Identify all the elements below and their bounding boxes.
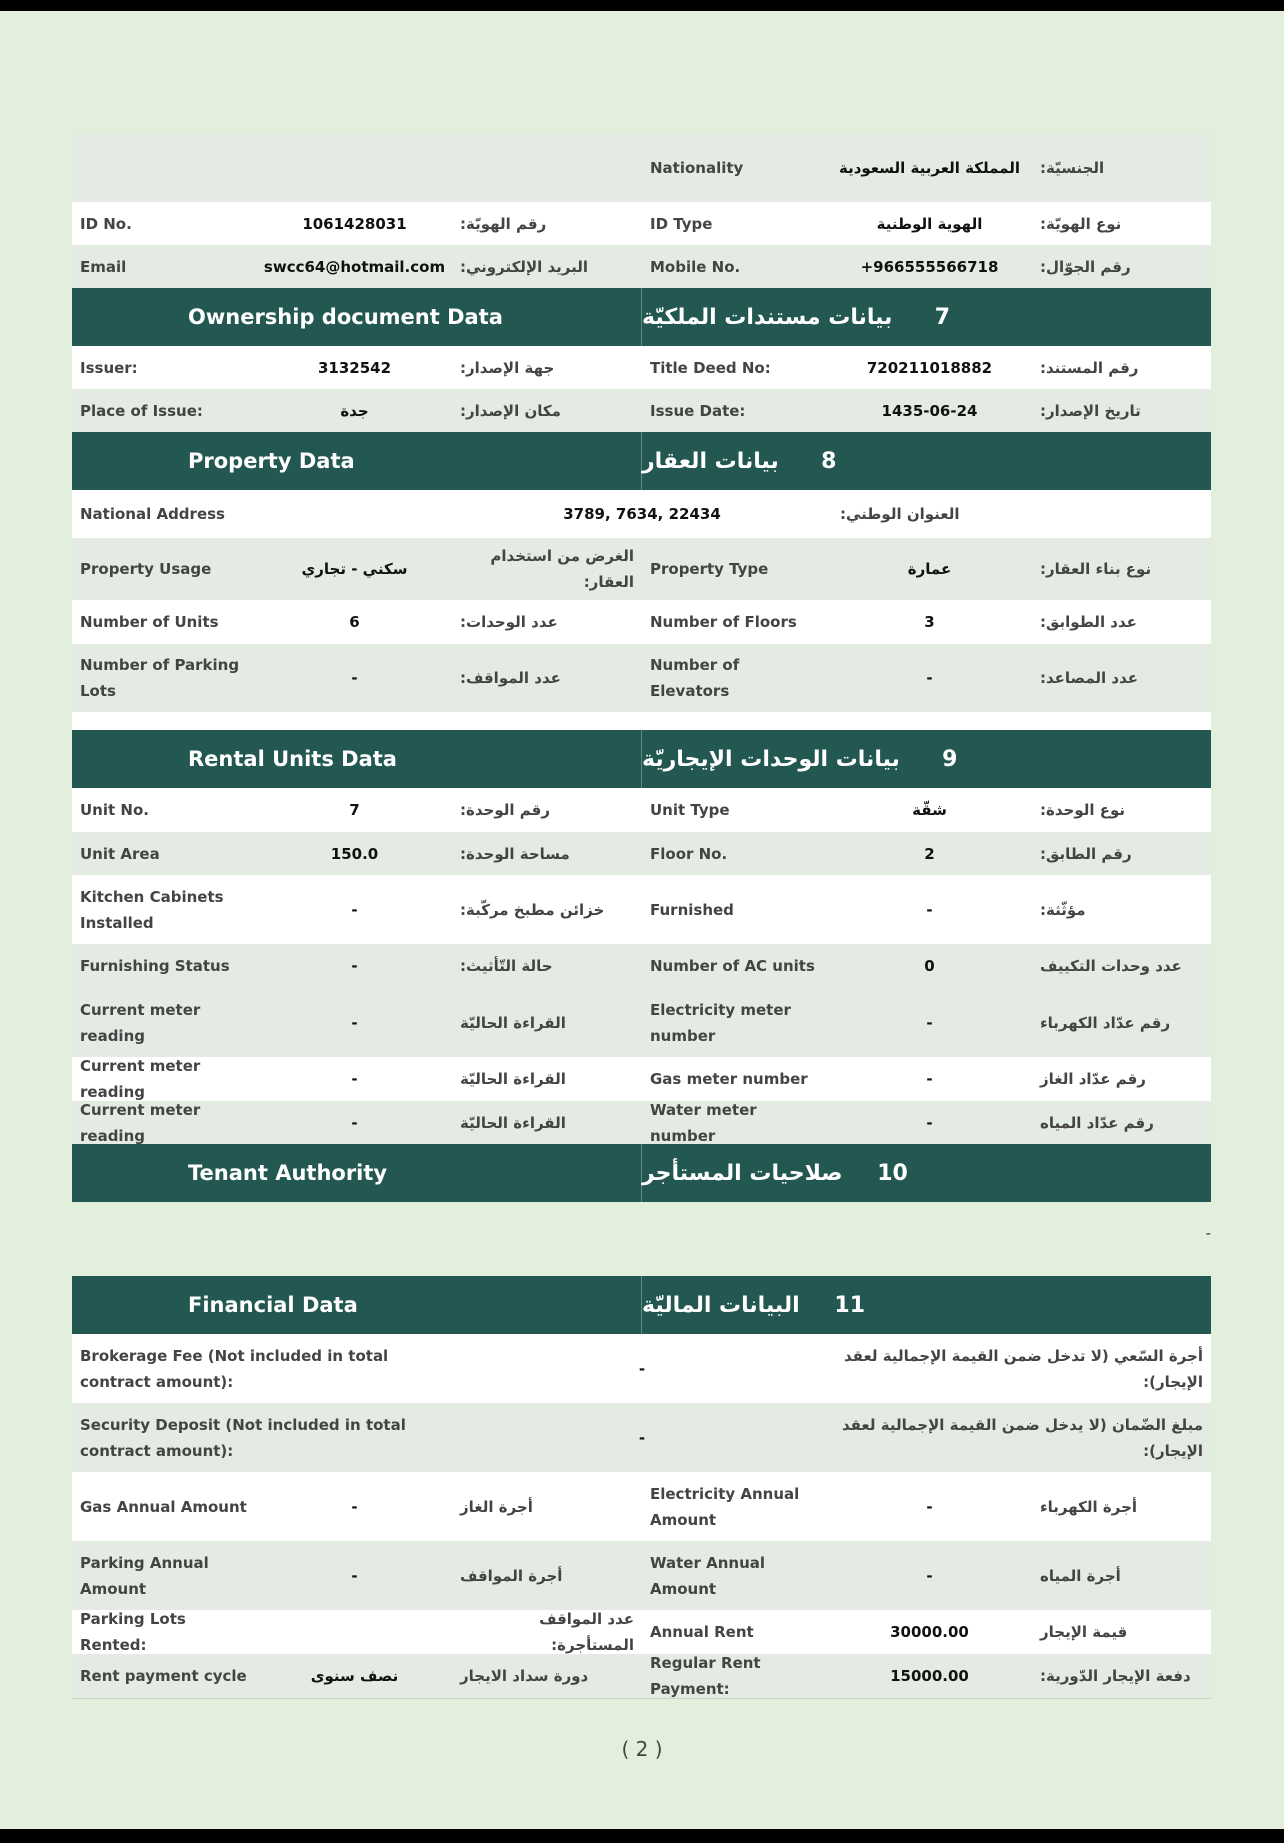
- label-en: Water Annual Amount: [650, 1553, 766, 1598]
- label-en: Property Type: [650, 560, 769, 578]
- label-ar: أجرة السّعي (لا تدخل ضمن القيمة الإجمالية لعقد الإيجار):: [843, 1346, 1203, 1391]
- label-ar: الغرض من استخدام العقار:: [490, 547, 634, 591]
- value: نصف سنوى: [310, 1667, 399, 1685]
- unit-row: [72, 788, 1211, 832]
- label-ar: القراءة الحاليّة: [460, 1113, 566, 1132]
- value: -: [351, 957, 358, 975]
- label-ar: رقم عدّاد الغاز: [1040, 1070, 1146, 1088]
- label-ar: عدد المصاعد:: [1040, 669, 1138, 687]
- label-en: Property Usage: [80, 560, 212, 578]
- label-en: Title Deed No:: [650, 358, 771, 377]
- parking-water-amount-row: [72, 1541, 1211, 1610]
- label-en: Current meter reading: [80, 1100, 201, 1145]
- usage-row: [72, 538, 1211, 600]
- label-en: Issue Date:: [650, 401, 746, 420]
- section-header-ownership: [72, 288, 1211, 346]
- label-en: Mobile No.: [650, 257, 741, 276]
- label-ar: مبلغ الضّمان (لا يدخل ضمن القيمة الإجمالية لعقد الإيجار):: [841, 1415, 1203, 1460]
- value: -: [926, 1566, 933, 1585]
- label-en: Gas Annual Amount: [80, 1497, 247, 1516]
- label-en: Number of Floors: [650, 613, 797, 631]
- label-ar: رقم الجوّال:: [1040, 257, 1131, 276]
- value: -: [926, 1113, 933, 1132]
- label-en: Water meter number: [650, 1100, 757, 1145]
- label-ar: أجرة الكهرباء: [1040, 1497, 1138, 1516]
- value: جدة: [340, 401, 369, 420]
- tenant-authority-value: -: [1205, 1224, 1211, 1242]
- header-en: Tenant Authority: [72, 1144, 642, 1202]
- label-ar: عدد الوحدات:: [460, 613, 558, 631]
- issuer-row: [72, 346, 1211, 389]
- value: 1435-06-24: [881, 401, 978, 420]
- value: -: [926, 669, 933, 687]
- label-en: Brokerage Fee (Not included in total contract amount):: [80, 1346, 389, 1391]
- value: -: [926, 1013, 933, 1032]
- address-row: [72, 490, 1211, 538]
- kitchen-row: [72, 875, 1211, 944]
- label-en: Parking Annual Amount: [80, 1553, 209, 1598]
- section-number: 11: [834, 1292, 866, 1318]
- section-number: 9: [942, 746, 958, 772]
- area-row: [72, 832, 1211, 875]
- value: المملكة العربية السعودية: [838, 159, 1021, 177]
- document-page: [0, 11, 1284, 1829]
- units-row: [72, 600, 1211, 644]
- value: -: [926, 900, 933, 919]
- label-ar: نوع بناء العقار:: [1040, 560, 1152, 578]
- value: -: [926, 1070, 933, 1088]
- label-en: Current meter reading: [80, 1000, 201, 1045]
- value: -: [926, 1497, 933, 1516]
- header-ar: بيانات مستندات الملكيّة: [642, 304, 893, 330]
- label-ar: نوع الهويّة:: [1040, 214, 1122, 233]
- payment-row: [72, 1654, 1211, 1699]
- label-ar: أجرة المواقف: [460, 1566, 563, 1585]
- header-en: Ownership document Data: [72, 288, 642, 346]
- value: 6: [349, 613, 360, 631]
- label-ar: القراءة الحاليّة: [460, 1013, 566, 1032]
- header-ar: البيانات الماليّة: [642, 1292, 800, 1318]
- label-en: Number of Parking Lots: [80, 656, 240, 700]
- label-ar: مساحة الوحدة:: [460, 844, 570, 863]
- label-ar: رقم الوحدة:: [460, 801, 550, 819]
- label-ar: رقم الطابق:: [1040, 844, 1132, 863]
- label-en: Floor No.: [650, 844, 728, 863]
- label-en: Email: [80, 257, 127, 276]
- gas-electricity-amount-row: [72, 1472, 1211, 1541]
- label-en: Unit Area: [80, 844, 160, 863]
- issue-row: [72, 389, 1211, 432]
- water-meter-row: [72, 1101, 1211, 1144]
- tenant-authority-body: [72, 1202, 1211, 1276]
- parking-row: [72, 644, 1211, 712]
- label-ar: دفعة الإيجار الدّورية:: [1040, 1667, 1191, 1685]
- section-number: 8: [821, 448, 837, 474]
- header-en: Rental Units Data: [72, 730, 642, 788]
- furnishing-row: [72, 944, 1211, 988]
- label-en: Place of Issue:: [80, 401, 203, 420]
- header-en: Financial Data: [72, 1276, 642, 1334]
- rent-row: [72, 1610, 1211, 1654]
- section-number: 7: [934, 304, 951, 330]
- value: 15000.00: [890, 1667, 969, 1685]
- label-ar: الجنسيّة:: [1040, 159, 1105, 177]
- label-en: ID Type: [650, 214, 713, 233]
- value: عمارة: [907, 560, 952, 578]
- label-ar: أجرة المياه: [1040, 1566, 1121, 1585]
- value: 720211018882: [866, 358, 993, 377]
- label-ar: مكان الإصدار:: [460, 401, 561, 420]
- id-row: [72, 202, 1211, 245]
- value: 30000.00: [890, 1623, 969, 1641]
- label-en: ID No.: [80, 214, 132, 233]
- label-ar: البريد الإلكتروني:: [460, 257, 588, 276]
- label-en: Annual Rent: [650, 1623, 754, 1641]
- gas-meter-row: [72, 1057, 1211, 1101]
- label-en: Furnishing Status: [80, 957, 230, 975]
- value: الهوية الوطنية: [876, 214, 983, 233]
- label-en: Electricity meter number: [650, 1000, 791, 1045]
- label-en: Nationality: [650, 159, 744, 177]
- label-ar: جهة الإصدار:: [460, 358, 555, 377]
- label-ar: عدد المواقف:: [460, 669, 561, 687]
- value: 7: [349, 801, 360, 819]
- value: -: [351, 1497, 358, 1516]
- value: +966555566718: [860, 257, 999, 276]
- contract-table: [72, 134, 1211, 1699]
- label-ar: خزائن مطبخ مركّبة:: [460, 900, 605, 919]
- label-en: National Address: [80, 505, 225, 523]
- label-en: Issuer:: [80, 358, 138, 377]
- label-ar: نوع الوحدة:: [1040, 801, 1126, 819]
- value: شقّة: [912, 801, 947, 819]
- label-ar: قيمة الإيجار: [1040, 1623, 1128, 1641]
- value: 150.0: [330, 844, 379, 863]
- section-header-rental: [72, 730, 1211, 788]
- value: 1061428031: [302, 214, 407, 233]
- brokerage-row: [72, 1334, 1211, 1403]
- label-ar: عدد وحدات التكييف: [1040, 957, 1182, 975]
- label-en: Unit Type: [650, 801, 730, 819]
- header-ar: بيانات الوحدات الإيجاريّة: [642, 746, 900, 772]
- label-en: Current meter reading: [80, 1057, 201, 1101]
- label-en: Number of Elevators: [650, 656, 740, 700]
- section-header-financial: [72, 1276, 1211, 1334]
- section-number: 10: [877, 1160, 908, 1186]
- deposit-row: [72, 1403, 1211, 1472]
- value: -: [351, 1113, 358, 1132]
- spacer-row: [72, 712, 1211, 730]
- value: 0: [924, 957, 935, 975]
- label-ar: حالة التّأثيث:: [460, 957, 553, 975]
- value: 3789, 7634, 22434: [563, 505, 721, 523]
- header-ar: صلاحيات المستأجر: [642, 1160, 843, 1186]
- label-en: Unit No.: [80, 801, 149, 819]
- label-ar: رقم عدّاد الكهرباء: [1040, 1013, 1171, 1032]
- section-header-tenant: [72, 1144, 1211, 1202]
- label-ar: مؤثّثة:: [1040, 900, 1086, 919]
- label-ar: القراءة الحاليّة: [460, 1070, 566, 1088]
- label-en: Parking Lots Rented:: [80, 1610, 186, 1654]
- label-en: Rent payment cycle: [80, 1667, 247, 1685]
- label-en: Furnished: [650, 900, 734, 919]
- value: swcc64@hotmail.com: [263, 257, 446, 276]
- value: -: [351, 1013, 358, 1032]
- label-ar: رقم الهويّة:: [460, 214, 547, 233]
- label-ar: دورة سداد الايجار: [460, 1667, 589, 1685]
- label-en: Number of AC units: [650, 957, 815, 975]
- label-en: Security Deposit (Not included in total contract amount):: [80, 1415, 406, 1460]
- contact-row: [72, 245, 1211, 288]
- label-en: Number of Units: [80, 613, 219, 631]
- value: سكني - تجاري: [301, 560, 408, 578]
- header-en: Property Data: [72, 432, 642, 490]
- label-en: Regular Rent Payment:: [650, 1654, 761, 1698]
- value: -: [351, 900, 358, 919]
- electricity-meter-row: [72, 988, 1211, 1057]
- label-ar: أجرة الغاز: [460, 1497, 533, 1516]
- label-en: Electricity Annual Amount: [650, 1484, 800, 1529]
- value: -: [638, 1428, 646, 1447]
- label-ar: رقم المستند:: [1040, 358, 1139, 377]
- value: 2: [924, 844, 935, 863]
- value: -: [351, 1070, 358, 1088]
- label-en: Gas meter number: [650, 1070, 808, 1088]
- header-ar: بيانات العقار: [642, 448, 779, 474]
- label-ar: تاريخ الإصدار:: [1040, 401, 1141, 420]
- label-ar: رقم عدّاد المياه: [1040, 1113, 1154, 1132]
- label-en: Kitchen Cabinets Installed: [80, 887, 224, 932]
- value: -: [351, 669, 358, 687]
- value: 3: [924, 613, 935, 631]
- section-header-property: [72, 432, 1211, 490]
- value: 3132542: [317, 358, 392, 377]
- page-number: ( 2 ): [621, 1737, 663, 1761]
- label-ar: العنوان الوطني:: [840, 505, 960, 523]
- label-ar: عدد المواقف المستأجرة:: [539, 1610, 634, 1654]
- value: -: [351, 1566, 358, 1585]
- value: -: [638, 1359, 646, 1378]
- label-ar: عدد الطوابق:: [1040, 613, 1137, 631]
- nationality-row: [72, 134, 1211, 202]
